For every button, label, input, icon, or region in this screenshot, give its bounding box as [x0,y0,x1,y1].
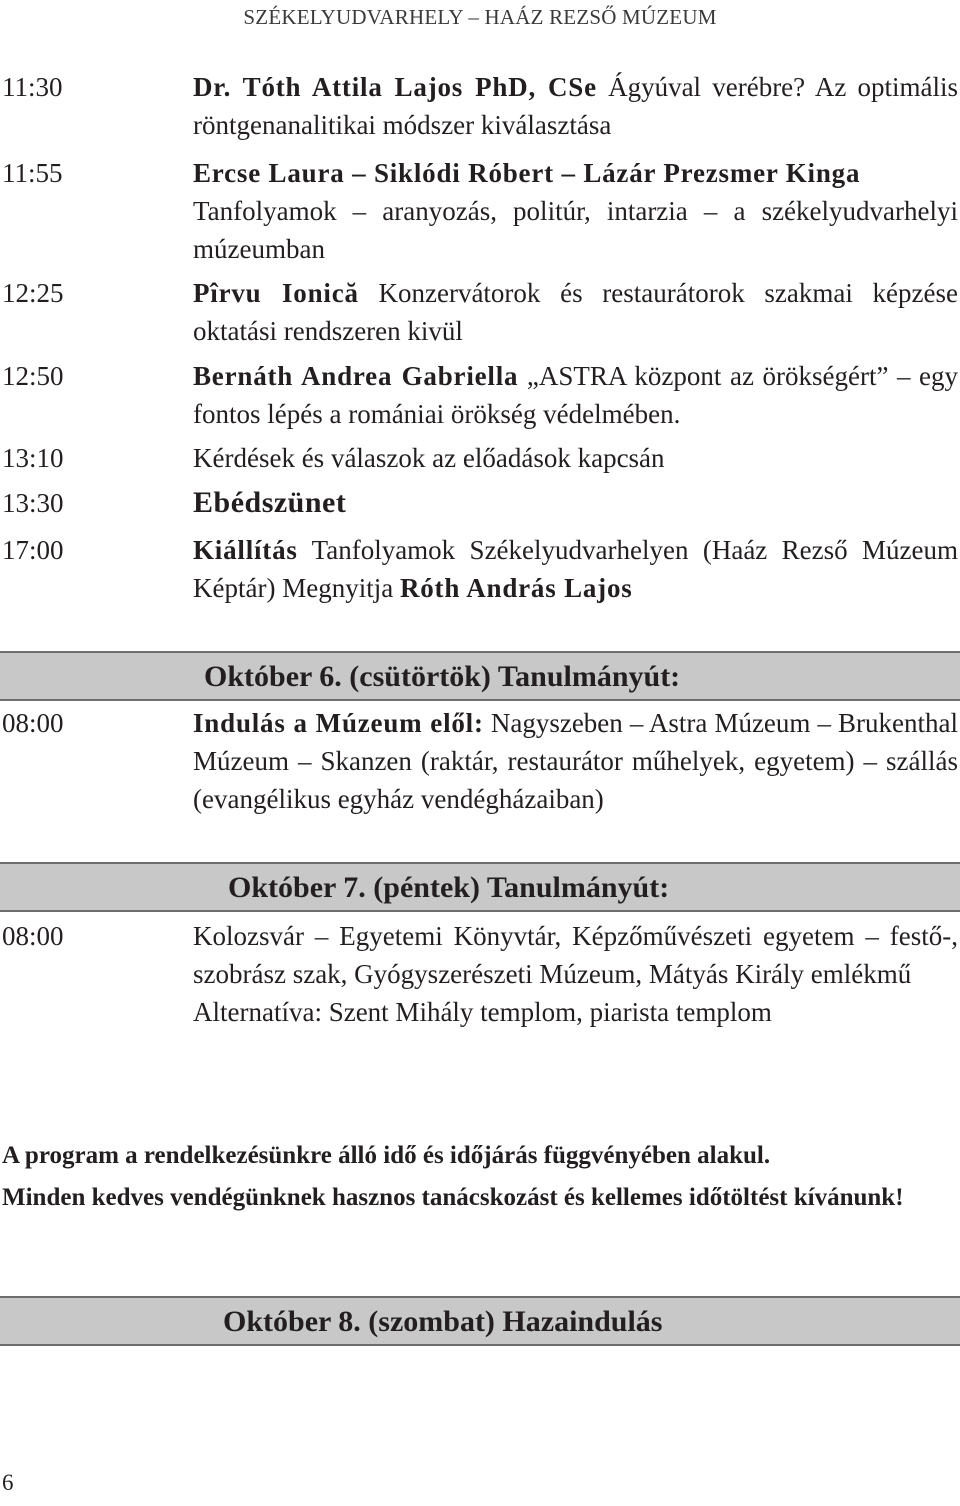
note-line: A program a rendelkezésünkre álló idő és időjárás függvényében alakul. [2,1142,771,1169]
route-text: Nagyszeben – Astra Múzeum – Brukenthal Múzeum – Skanzen (raktár, restaurátor műhelyek, egyetem) – szállás (evangélikus egyház vendégházaiban) [193,708,958,814]
entry-body [193,357,958,433]
entry-time: 08:00 [2,921,64,951]
route-text: Kolozsvár – Egyetemi Könyvtár, Képzőművészeti egyetem – festő-, szobrász szak, Gyógyszerészeti Múzeum, Mátyás Király emlékmű [193,921,958,989]
entry-time: 13:30 [2,488,64,518]
day-heading: Október 6. (csütörtök) Tanulmányút: [204,660,681,693]
entry-time: 13:10 [2,443,64,473]
entry-time: 17:00 [2,535,64,565]
exhibition-label: Kiállítás [193,535,298,565]
lunch-break: Ebédszünet [193,486,347,519]
entry-time: 12:50 [2,361,64,391]
day-heading-bar [0,1296,960,1346]
day-heading-bar [0,651,960,701]
talk-title: „ASTRA központ az örökségért” – egy fontos lépés a romániai örökség védelmében. [193,361,959,429]
day-heading: Október 8. (szombat) Hazaindulás [223,1305,663,1338]
entry-body [193,531,958,607]
entry-body [193,484,958,522]
talk-title: Tanfolyamok – aranyozás, politúr, intarzia – a székelyudvarhelyi múzeumban [193,196,958,264]
speaker-name: Pîrvu Ionică [193,278,359,308]
day-heading-bar [0,862,960,912]
entry-body [193,154,958,268]
entry-body [193,917,958,1031]
page-number: 6 [2,1470,14,1495]
entry-time: 11:55 [2,158,63,188]
departure-label: Indulás a Múzeum elől: [193,708,484,738]
talk-title: Ágyúval verébre? Az optimális röntgenanalitikai módszer kiválasztása [193,72,958,140]
entry-body [193,704,958,818]
speaker-name: Bernáth Andrea Gabriella [193,361,519,391]
entry-body [193,274,958,350]
entry-time: 12:25 [2,278,64,308]
day-heading: Október 7. (péntek) Tanulmányút: [228,871,670,904]
alternative-text: Alternatíva: Szent Mihály templom, piarista templom [193,997,772,1027]
running-title: SZÉKELYUDVARHELY – HAÁZ REZSŐ MÚZEUM [243,5,717,29]
entry-time: 08:00 [2,708,64,738]
talk-title: Konzervátorok és restaurátorok szakmai képzése oktatási rendszeren kivül [193,278,958,346]
entry-time: 11:30 [2,72,63,102]
note-line: Minden kedves vendégünknek hasznos tanácskozást és kellemes időtöltést kívánunk! [2,1184,904,1211]
exhibition-opener: Róth András Lajos [399,573,633,603]
speaker-name: Dr. Tóth Attila Lajos PhD, CSe [193,72,597,102]
entry-body [193,68,958,144]
entry-body: Kérdések és válaszok az előadások kapcsán [193,443,665,473]
speaker-name: Ercse Laura – Siklódi Róbert – Lázár Prezsmer Kinga [193,158,861,188]
exhibition-text: Tanfolyamok Székelyudvarhelyen (Haáz Rezső Múzeum Képtár) Megnyitja [193,535,958,603]
